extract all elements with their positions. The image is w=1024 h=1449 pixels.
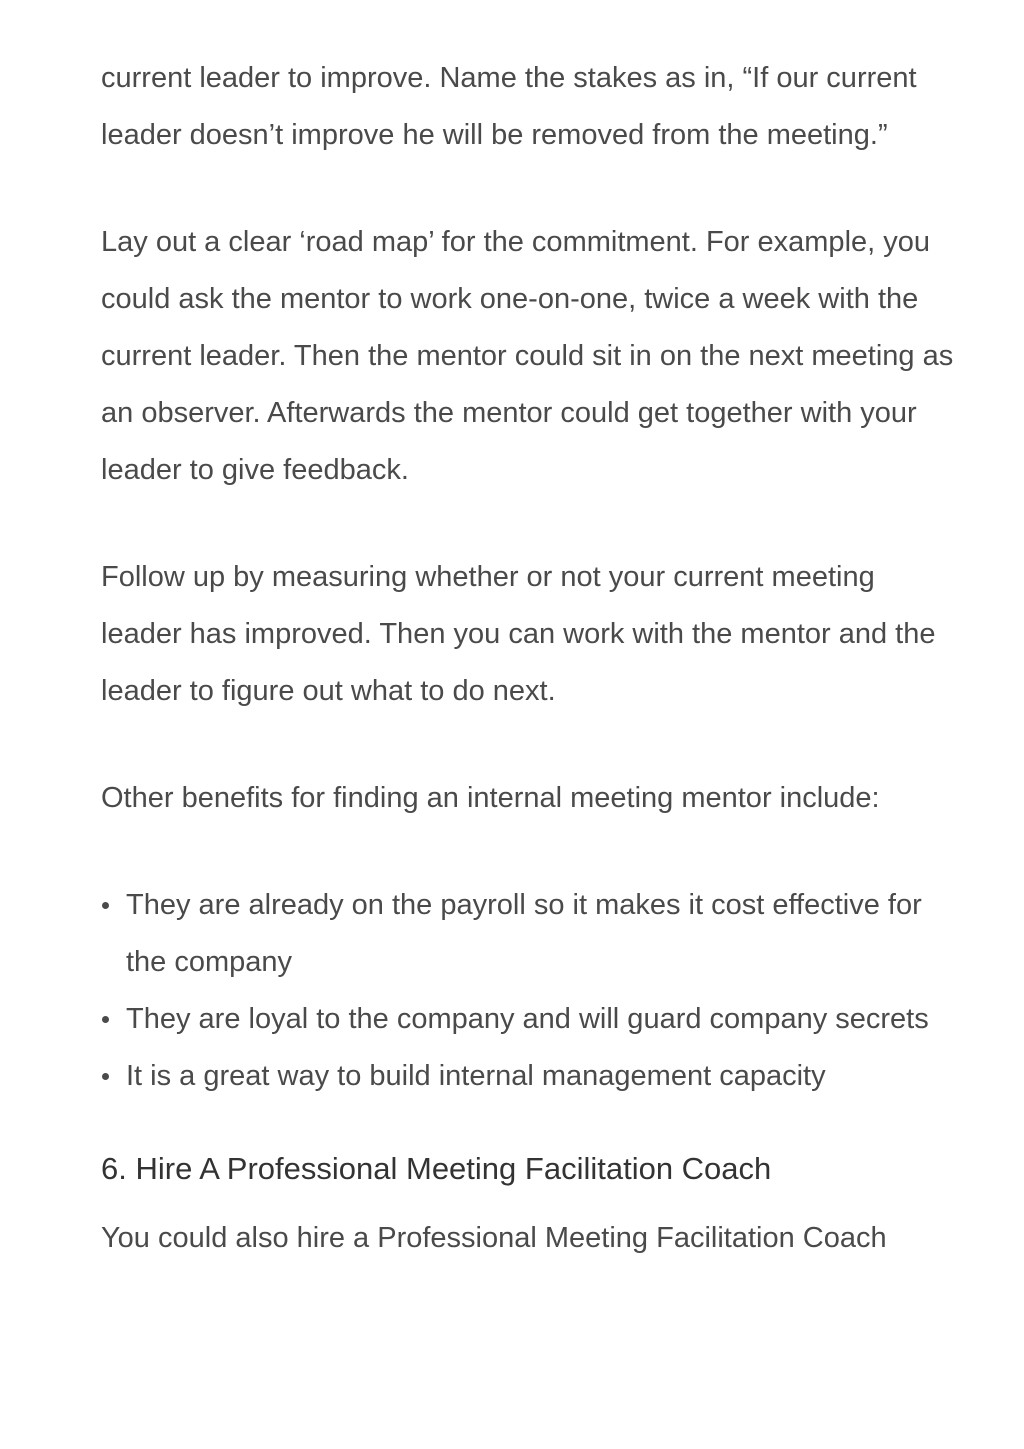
list-item [126,877,961,991]
list-item-text: They are loyal to the company and will guard company secrets [126,1003,929,1035]
paragraph-stakes: current leader to improve. Name the stakes as in, “If our current leader doesn’t improve he will be removed from the meeting.” [101,62,917,151]
section-heading: 6. Hire A Professional Meeting Facilitation Coach [101,1151,772,1186]
list-item [126,1048,961,1105]
paragraph-benefits-intro: Other benefits for finding an internal meeting mentor include: [101,782,880,814]
bullet-icon [102,902,109,909]
paragraph-hire-coach: You could also hire a Professional Meeting Facilitation Coach [101,1222,887,1254]
article-body [101,50,961,1317]
list-item-text: It is a great way to build internal management capacity [126,1060,826,1092]
benefits-list [101,877,961,1105]
list-item-text: They are already on the payroll so it makes it cost effective for the company [126,889,922,978]
list-item [126,991,961,1048]
paragraph-road-map: Lay out a clear ‘road map’ for the commitment. For example, you could ask the mentor to work one-on-one, twice a week with the current leader. Then the mentor could sit in on the next meeting as an observer. Afterwards the mentor could get together with your leader to give feedback. [101,226,954,486]
bullet-icon [102,1016,109,1023]
bullet-icon [102,1073,109,1080]
paragraph-follow-up: Follow up by measuring whether or not your current meeting leader has improved. Then you can work with the mentor and the leader to figure out what to do next. [101,561,936,707]
